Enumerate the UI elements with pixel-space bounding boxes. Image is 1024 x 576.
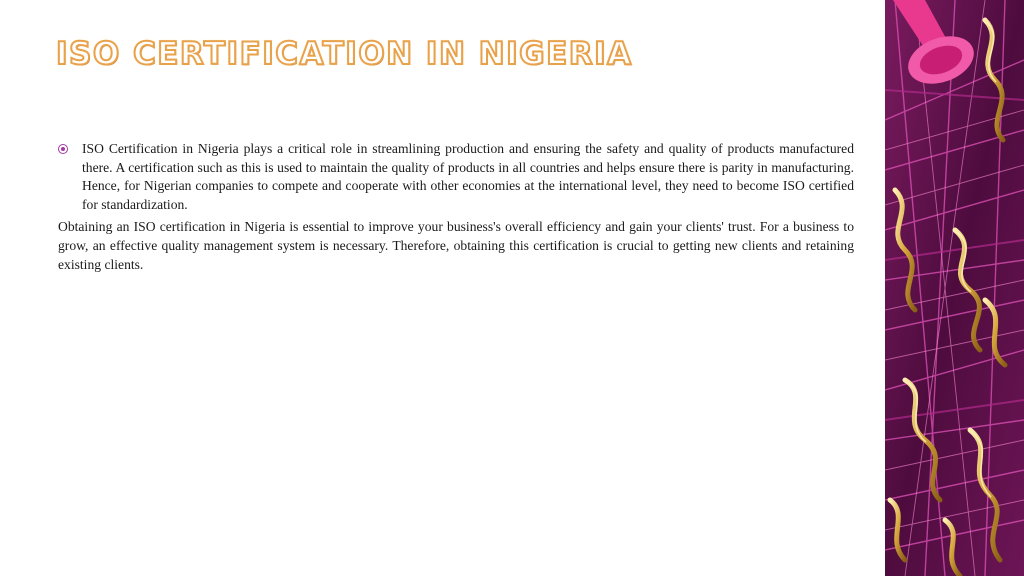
circle-dot-bullet-icon — [58, 144, 68, 154]
slide-content — [58, 140, 854, 274]
bullet-item — [58, 140, 854, 214]
slide-title: ISO CERTIFICATION IN NIGERIA — [56, 36, 633, 72]
bullet-text: ISO Certification in Nigeria plays a critical role in streamlining production and ensuring the safety and quality of products manufactured there. A certification such as this is used to maintain the quality of products in all countries and helps ensure there is parity in manufacturing. Hence, for Nigerian companies to compete and cooperate with other economies at the international level, they need to become ISO certified for standardization. — [82, 141, 854, 212]
body-paragraph: Obtaining an ISO certification in Nigeria is essential to improve your business's overall efficiency and gain your clients' trust. For a business to grow, an effective quality management system is necessary. Therefore, obtaining this certification is crucial to getting new clients and retaining existing clients. — [58, 219, 854, 272]
party-streamers-image — [885, 0, 1024, 576]
